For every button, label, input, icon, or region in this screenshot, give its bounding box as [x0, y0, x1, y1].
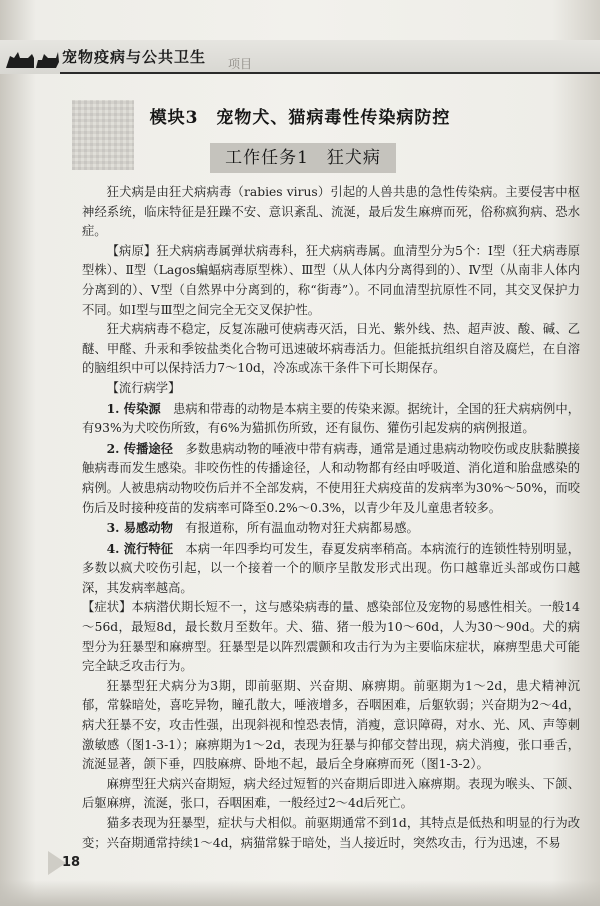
infection-source-text: 患病和带毒的动物是本病主要的传染来源。据统计，全国的狂犬病病例中，有93%为犬咬伤所致，有6%为猫抓伤所致，还有鼠伤、獾伤引起发病的病例报道。	[82, 401, 580, 436]
paragraph-epidemic-features	[82, 539, 580, 599]
paragraph-transmission	[82, 439, 580, 518]
infection-source-label: 1. 传染源	[106, 400, 161, 416]
epidemic-features-label: 4. 流行特征	[106, 540, 174, 556]
susceptible-animals-text: 有报道称，所有温血动物对狂犬病都易感。	[172, 521, 419, 536]
paragraph-symptoms: 【症状】本病潜伏期长短不一，这与感染病毒的量、感染部位及宠物的易感性相关。一般14～56d，最短8d，最长数月至数年。犬、猫、猪一般为10～60d，人为30～90d。犬的病型分为狂暴型和麻痹型。狂暴型是以阵烈震颤和攻击行为为主要临床症状，麻痹型患犬可能完全缺乏攻击行为。	[82, 600, 580, 674]
paragraph-cats: 猫多表现为狂暴型，症状与犬相似。前驱期通常不到1d，其特点是低热和明显的行为改变；兴奋期通常持续1～4d，病猫常躲于暗处，当人接近时，突然攻击，行为迅速，不易	[82, 816, 580, 850]
task-title: 工作任务1 狂犬病	[210, 143, 396, 173]
paragraph-susceptible-animals	[82, 518, 580, 539]
page-number: 18	[48, 851, 88, 875]
paragraph-infection-source	[82, 399, 580, 439]
susceptible-animals-label: 3. 易感动物	[106, 520, 173, 536]
module-title: 模块3 宠物犬、猫病毒性传染病防控	[149, 108, 451, 128]
running-header-stub: 项目	[228, 57, 253, 71]
epidemic-features-text: 本病一年四季均可发生，春夏发病率稍高。本病流行的连锁性特别明显，多数以疯犬咬伤引起，以一个接着一个的顺序呈散发形式出现。伤口越靠近头部或伤口越深，其发病率越高。	[82, 541, 580, 595]
body-text	[82, 183, 580, 853]
paragraph-paralytic-form: 麻痹型狂犬病兴奋期短，病犬经过短暂的兴奋期后即进入麻痹期。表现为喉头、下颌、后躯麻痹，流涎，张口，吞咽困难，一般经过2～4d后死亡。	[82, 776, 580, 811]
paragraph-intro: 狂犬病是由狂犬病病毒（rabies virus）引起的人兽共患的急性传染病。主要侵害中枢神经系统，临床特征是狂躁不安、意识紊乱、流涎，最后发生麻痹而死，俗称疯狗病、恐水症。	[82, 185, 580, 239]
transmission-label: 2. 传播途径	[106, 440, 174, 456]
dog-cat-silhouette-icon	[4, 46, 60, 70]
header-rule	[60, 72, 600, 74]
paragraph-epidemiology-heading: 【流行病学】	[106, 380, 181, 395]
paragraph-furious-form: 狂暴型狂犬病分为3期，即前驱期、兴奋期、麻痹期。前驱期为1～2d，患犬精神沉郁，常躲暗处，喜吃异物，瞳孔散大，唾液增多，吞咽困难，后躯软弱；兴奋期为2～4d，病犬狂暴不安，攻击性强，出现斜视和惶恐表情，消瘦，意识障碍，对水、光、风、声等刺激敏感（图1-3-1）；麻痹期为1～2d，表现为狂暴与抑郁交替出现，病犬消瘦，张口垂舌，流涎显著，颌下垂，四肢麻痹、卧地不起，最后全身麻痹而死（图1-3-2）。	[82, 678, 580, 772]
transmission-text: 多数患病动物的唾液中带有病毒，通常是通过患病动物咬伤或皮肤黏膜接触病毒而发生感染。非咬伤性的传播途径，人和动物都有经由呼吸道、消化道和胎盘感染的病例。人被患病动物咬伤后并不全部发病，不使用狂犬病疫苗的发病率为30%～50%，而咬伤后及时接种疫苗的发病率可降至0.2%～0.3%，以青少年及儿童患者较多。	[82, 441, 580, 515]
page-shadow	[0, 880, 600, 906]
paragraph-pathogen-stability: 狂犬病病毒不稳定，反复冻融可使病毒灭活，日光、紫外线、热、超声波、酸、碱、乙醚、甲醛、升汞和季铵盐类化合物可迅速破坏病毒活力。但能抵抗组织自溶及腐烂，在自溶的脑组织中可以保持活力7～10d，冷冻或冻干条件下可长期保存。	[82, 322, 580, 376]
running-header-title: 宠物疫病与公共卫生	[62, 48, 207, 66]
paragraph-pathogen: 【病原】狂犬病病毒属弹状病毒科，狂犬病病毒属。血清型分为5个：Ⅰ型（狂犬病毒原型株）、Ⅱ型（Lagos蝙蝠病毒原型株）、Ⅲ型（从人体内分离得到的）、Ⅳ型（从南非人体内分离到的）、Ⅴ型（自然界中分离到的，称“街毒”）。不同血清型抗原性不同，其交叉保护力不同。如Ⅰ型与Ⅲ型之间完全无交叉保护性。	[82, 243, 580, 317]
